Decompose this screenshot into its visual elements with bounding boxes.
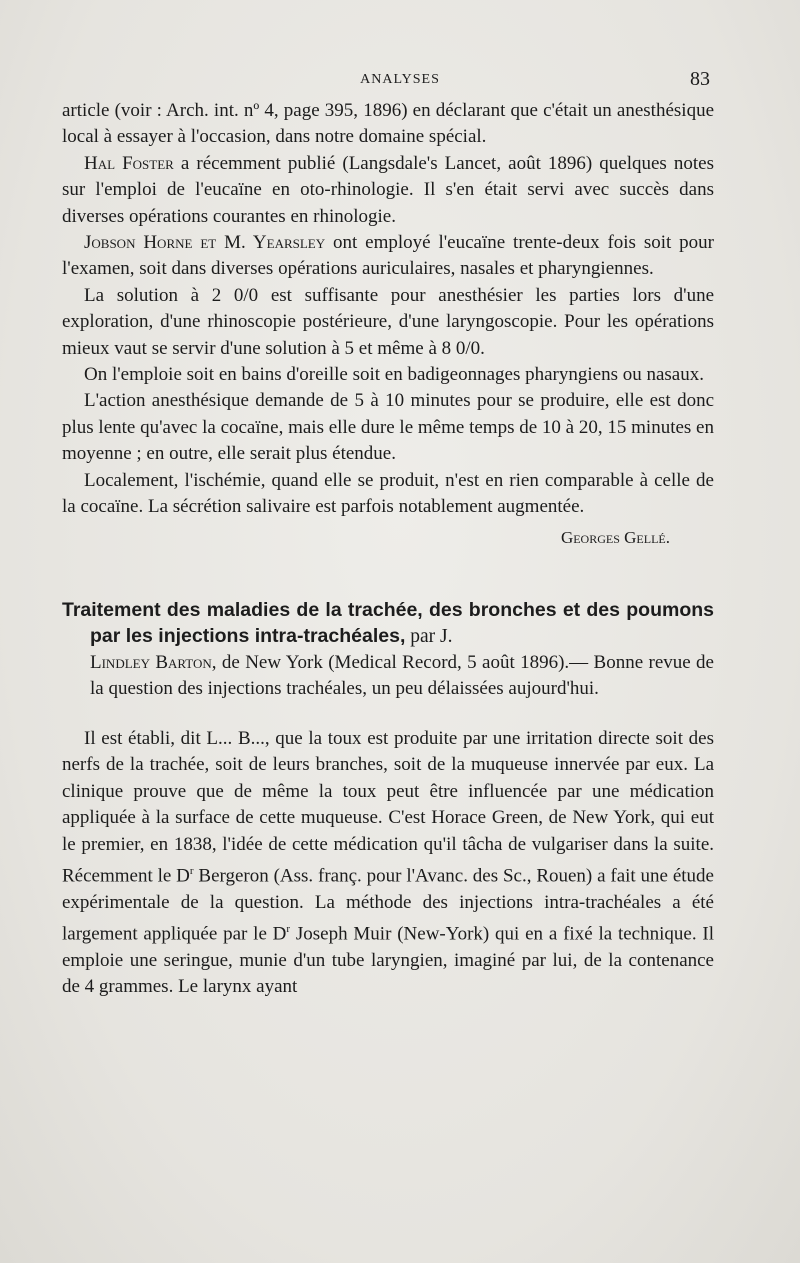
- section-author: Lindley Barton: [90, 651, 212, 673]
- author-name: Hal Foster: [84, 152, 174, 174]
- section-source: , de New York (Medical Record, 5 août 1896).— Bonne revue de la question des injections trachéales, un peu délaissées aujourd'hui.: [90, 651, 714, 699]
- section-by: par J.: [405, 625, 453, 647]
- superscript: r: [189, 864, 194, 877]
- section-title-text: Traitement des maladies de la trachée, des bronches et des poumons par les injections intra-trachéales,: [62, 598, 714, 647]
- text-run: Joseph Muir (New-York) qui en a fixé la technique. Il emploie une seringue, munie d'un tube laryngien, imaginé par lui, de la contenance de 4 grammes. Le larynx ayant: [62, 923, 714, 998]
- paragraph-4: La solution à 2 0/0 est suffisante pour anesthésier les parties lors d'une exploration, d'une rhinoscopie postérieure, d'une laryngoscopie. Pour les opérations mieux vaut se servir d'une solution à 5 et même à 8 0/0.: [62, 284, 714, 359]
- body-text: [62, 98, 714, 1001]
- paragraph-5: On l'emploie soit en bains d'oreille soit en badigeonnages pharyngiens ou nasaux.: [84, 364, 704, 386]
- paragraph-text: a récemment publié (Langsdale's Lancet, août 1896) quelques notes sur l'emploi de l'eucaïne en oto-rhinologie. Il s'en était servi avec succès dans diverses opérations courantes en rhinologie.: [62, 152, 714, 227]
- article-section: [62, 597, 714, 1001]
- signature: Georges Gellé.: [560, 527, 670, 547]
- paragraph-6: L'action anesthésique demande de 5 à 10 minutes pour se produire, elle est donc plus lente qu'avec la cocaïne, mais elle dure le même temps de 10 à 20, 15 minutes en moyenne ; en outre, elle serait plus étendue.: [62, 390, 714, 465]
- paragraph-text: ont employé l'eucaïne trente-deux fois soit pour l'examen, soit dans diverses opérations auriculaires, nasales et pharyngiennes.: [62, 232, 714, 280]
- running-header: ANALYSES: [360, 72, 440, 87]
- section-title: [62, 597, 714, 650]
- paragraph-2: [62, 151, 714, 230]
- superscript: r: [286, 923, 291, 936]
- paragraph-7: Localement, l'ischémie, quand elle se produit, n'est en rien comparable à celle de la cocaïne. La sécrétion salivaire est parfois notablement augmentée.: [62, 469, 714, 518]
- section-body: [62, 726, 714, 1001]
- section-meta: [62, 650, 714, 702]
- page-number: 83: [690, 68, 710, 90]
- section-paragraph: [62, 726, 714, 1001]
- paragraph-1: article (voir : Arch. int. nº 4, page 395, 1896) en déclarant que c'était un anesthésique local à essayer à l'occasion, dans notre domaine spécial.: [62, 100, 714, 148]
- text-run: Bergeron (Ass. franç. pour l'Avanc. des Sc., Rouen) a fait une étude expérimentale de la question. La méthode des injections intra-trachéales a été largement appliquée par le D: [62, 865, 714, 945]
- paragraph-3: [62, 230, 714, 283]
- author-name: Jobson Horne et M. Yearsley: [84, 232, 326, 254]
- text-run: Il est établi, dit L... B..., que la toux est produite par une irritation directe soit des nerfs de la trachée, soit de leurs branches, soit de la muqueuse innervée par eux. La clinique prouve que de même la toux peut être influencée par une médication appliquée à la surface de cette muqueuse. C'est Horace Green, de New York, qui eut le premier, en 1838, l'idée de cette médication qu'il tâcha de vulgariser dans la suite. Récemment le D: [62, 727, 714, 887]
